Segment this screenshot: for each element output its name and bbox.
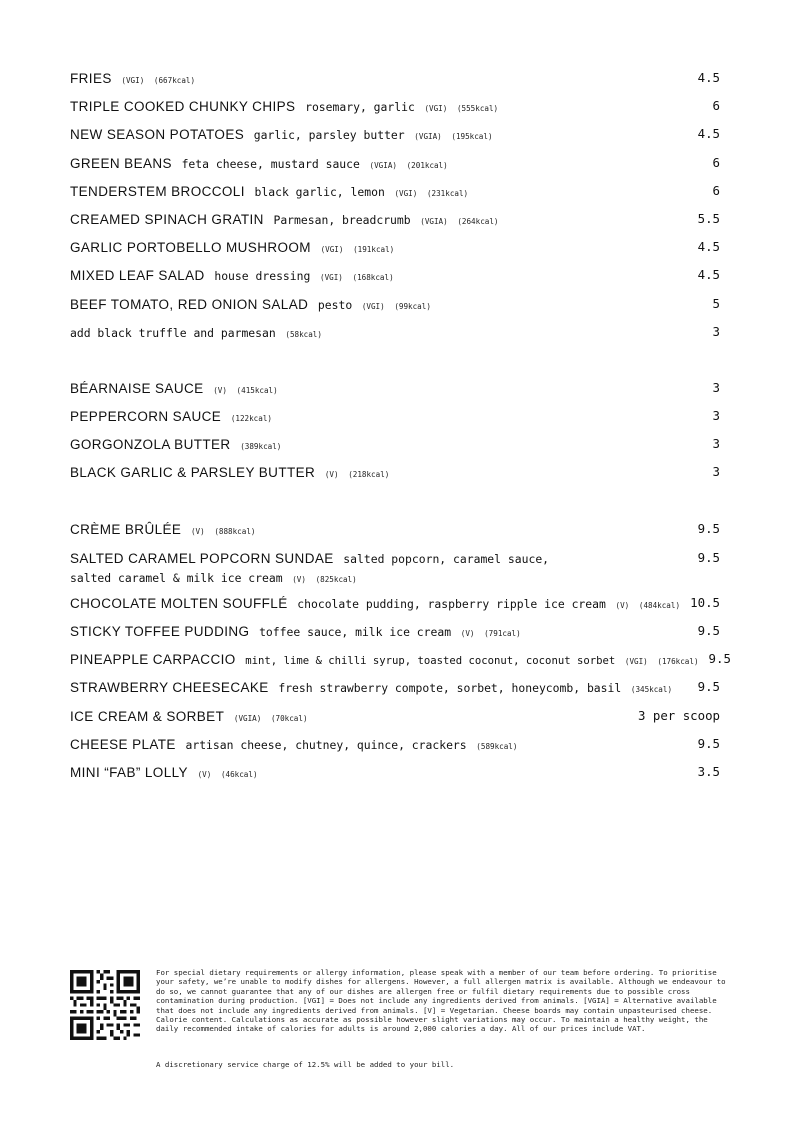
item-price: 3 bbox=[712, 408, 720, 424]
menu-item bbox=[70, 617, 720, 645]
item-kcal: (555kcal) bbox=[456, 104, 499, 114]
item-kcal: (218kcal) bbox=[348, 470, 390, 480]
item-desc-line2: salted caramel & milk ice cream bbox=[70, 570, 283, 585]
item-desc: house dressing bbox=[214, 269, 311, 284]
item-kcal: (70kcal) bbox=[270, 713, 308, 723]
menu bbox=[70, 64, 731, 786]
item-price: 10.5 bbox=[690, 594, 720, 610]
item-desc: Parmesan, breadcrumb bbox=[273, 212, 411, 227]
item-tags: (VGI) bbox=[424, 104, 448, 114]
item-desc: chocolate pudding, raspberry ripple ice cream bbox=[297, 596, 606, 611]
item-kcal: (825kcal) bbox=[315, 574, 357, 584]
item-tags: (VGIA) bbox=[420, 216, 448, 226]
menu-item bbox=[70, 673, 720, 701]
menu-item bbox=[70, 233, 720, 261]
item-kcal: (46kcal) bbox=[220, 769, 258, 779]
item-name: MINI “FAB” LOLLY bbox=[70, 764, 188, 780]
menu-item bbox=[70, 205, 720, 233]
item-kcal: (195kcal) bbox=[451, 132, 493, 142]
item-desc: garlic, parsley butter bbox=[253, 128, 405, 143]
menu-item bbox=[70, 120, 720, 148]
item-desc-line2-row bbox=[70, 568, 688, 589]
item-tags: (V) bbox=[213, 385, 227, 395]
item-kcal: (389kcal) bbox=[240, 442, 282, 452]
item-name: PINEAPPLE CARPACCIO bbox=[70, 652, 236, 668]
item-desc: artisan cheese, chutney, quince, crackers bbox=[185, 737, 467, 752]
item-price: 6 bbox=[712, 98, 720, 114]
item-price: 3 bbox=[712, 436, 720, 452]
item-name: SALTED CARAMEL POPCORN SUNDAE bbox=[70, 550, 334, 566]
item-tags: (VGI) bbox=[394, 188, 418, 198]
item-desc: feta cheese, mustard sauce bbox=[181, 156, 360, 171]
menu-item-addon bbox=[70, 318, 720, 346]
item-name: TRIPLE COOKED CHUNKY CHIPS bbox=[70, 99, 296, 115]
item-kcal: (201kcal) bbox=[406, 160, 448, 170]
item-name: NEW SEASON POTATOES bbox=[70, 127, 245, 143]
item-kcal: (791cal) bbox=[484, 629, 521, 638]
item-kcal: (667kcal) bbox=[153, 76, 196, 85]
item-kcal: (191kcal) bbox=[353, 245, 395, 255]
item-desc: add black truffle and parmesan bbox=[70, 325, 276, 340]
item-tags: (VGIA) bbox=[233, 713, 262, 723]
item-name: GORGONZOLA BUTTER bbox=[70, 437, 231, 453]
item-desc: toffee sauce, milk ice cream bbox=[259, 625, 452, 639]
item-kcal: (484kcal) bbox=[638, 600, 681, 610]
item-price: 4.5 bbox=[697, 70, 720, 85]
item-kcal: (168kcal) bbox=[352, 273, 394, 283]
menu-item bbox=[70, 645, 731, 673]
item-tags: (V) bbox=[324, 470, 339, 480]
item-kcal: (176kcal) bbox=[657, 657, 699, 667]
allergen-note: For special dietary requirements or allergy information, please speak with a member of our team before ordering. To prioritise your safety, we’re unable to modify dishes for allergens. However, a full allergen matrix is available. Although we endeavour to do so, we cannot guarantee that any of our dishes are allergen free or fulfil dietary requirements due to possible cross contamination during production. [VGI] = Does not include any ingredients derived from animals. [VGIA] = Alternative available that does not include any ingredients derived from animals. [V] = Vegetarian. Cheese boards may contain unpasteurised cheese. Calorie content. Calculations as accurate as possible however slight variations may occur. To maintain a healthy weight, the daily recommended intake of calories for adults is around 2,000 calories a day. All of our prices include VAT. bbox=[156, 968, 726, 1034]
item-kcal: (231kcal) bbox=[426, 188, 469, 198]
menu-item bbox=[70, 458, 720, 486]
item-price: 5 bbox=[712, 295, 720, 311]
item-kcal: (122kcal) bbox=[230, 414, 272, 424]
item-tags: (VGIA) bbox=[369, 160, 397, 170]
item-tags: (VGI) bbox=[320, 273, 343, 283]
menu-item bbox=[70, 515, 720, 543]
sides-section bbox=[70, 64, 720, 346]
item-name: CRÈME BRÛLÉE bbox=[70, 521, 182, 537]
item-desc: salted popcorn, caramel sauce, bbox=[343, 551, 550, 566]
item-name: MIXED LEAF SALAD bbox=[70, 268, 205, 284]
item-name: STRAWBERRY CHEESECAKE bbox=[70, 680, 269, 696]
item-kcal: (264kcal) bbox=[457, 216, 499, 226]
item-name: ICE CREAM & SORBET bbox=[70, 708, 225, 724]
desserts-section bbox=[70, 515, 731, 787]
item-desc: rosemary, garlic bbox=[305, 100, 415, 115]
item-price: 4.5 bbox=[697, 126, 720, 142]
item-desc: black garlic, lemon bbox=[254, 184, 385, 199]
item-price: 3 bbox=[712, 323, 720, 339]
item-kcal: (888kcal) bbox=[214, 526, 256, 536]
item-name: BEEF TOMATO, RED ONION SALAD bbox=[70, 296, 309, 312]
menu-item bbox=[70, 589, 720, 617]
menu-item bbox=[70, 149, 720, 177]
menu-item bbox=[70, 702, 720, 730]
item-tags: (VGIA) bbox=[414, 132, 442, 142]
sauces-section bbox=[70, 374, 720, 487]
item-tags: (VGI) bbox=[624, 657, 648, 667]
item-tags: (V) bbox=[190, 526, 205, 536]
item-name: BÉARNAISE SAUCE bbox=[70, 380, 204, 396]
item-name: GREEN BEANS bbox=[70, 155, 172, 171]
item-name: CREAMED SPINACH GRATIN bbox=[70, 211, 264, 227]
item-name: TENDERSTEM BROCCOLI bbox=[70, 183, 245, 199]
item-tags: (VGI) bbox=[361, 301, 385, 311]
item-price: 6 bbox=[712, 154, 720, 170]
item-price: 6 bbox=[712, 182, 720, 198]
item-kcal: (345kcal) bbox=[630, 685, 673, 695]
item-tags: (V) bbox=[615, 600, 630, 610]
menu-item bbox=[70, 430, 720, 458]
item-name: CHOCOLATE MOLTEN SOUFFLÉ bbox=[70, 595, 288, 611]
menu-item bbox=[70, 758, 720, 786]
menu-item bbox=[70, 261, 720, 289]
item-kcal: (99kcal) bbox=[394, 301, 431, 311]
item-price: 5.5 bbox=[697, 210, 720, 226]
item-price: 9.5 bbox=[708, 651, 731, 667]
menu-item bbox=[70, 92, 720, 120]
item-desc: mint, lime & chilli syrup, toasted coconut, coconut sorbet bbox=[245, 655, 616, 668]
qr-code-graphic bbox=[70, 970, 140, 1040]
qr-code-icon[interactable] bbox=[70, 970, 140, 1040]
item-price: 3.5 bbox=[697, 763, 720, 779]
item-tags: (V) bbox=[197, 769, 212, 779]
menu-item bbox=[70, 543, 720, 589]
service-charge-note: A discretionary service charge of 12.5% will be added to your bill. bbox=[156, 1060, 455, 1069]
item-desc: fresh strawberry compote, sorbet, honeycomb, basil bbox=[278, 681, 622, 696]
item-price: 9.5 bbox=[697, 679, 720, 695]
item-name: STICKY TOFFEE PUDDING bbox=[70, 624, 250, 639]
item-price: 9.5 bbox=[697, 520, 720, 536]
item-price: 4.5 bbox=[697, 267, 720, 283]
menu-item bbox=[70, 290, 720, 318]
menu-item bbox=[70, 64, 720, 92]
item-price: 9.5 bbox=[697, 623, 720, 638]
menu-item bbox=[70, 374, 720, 402]
item-kcal: (415kcal) bbox=[236, 385, 278, 395]
item-name: GARLIC PORTOBELLO MUSHROOM bbox=[70, 240, 311, 256]
item-kcal: (589kcal) bbox=[476, 741, 518, 751]
item-price: 3 bbox=[712, 464, 720, 480]
item-name: PEPPERCORN SAUCE bbox=[70, 409, 222, 425]
item-price: 9.5 bbox=[697, 549, 720, 565]
item-price: 4.5 bbox=[697, 239, 720, 255]
item-tags: (VGI) bbox=[320, 245, 344, 255]
item-tags: (VGI) bbox=[121, 76, 145, 85]
item-tags: (V) bbox=[460, 629, 475, 638]
menu-item bbox=[70, 177, 720, 205]
item-name: BLACK GARLIC & PARSLEY BUTTER bbox=[70, 465, 316, 481]
item-tags: (V) bbox=[292, 574, 306, 584]
item-name: CHEESE PLATE bbox=[70, 736, 176, 752]
footer bbox=[70, 968, 730, 1078]
menu-item bbox=[70, 402, 720, 430]
item-name: FRIES bbox=[70, 71, 112, 86]
item-price: 9.5 bbox=[697, 735, 720, 751]
menu-item bbox=[70, 730, 720, 758]
item-price: 3 per scoop bbox=[637, 707, 720, 723]
item-desc: pesto bbox=[317, 297, 353, 312]
item-kcal: (58kcal) bbox=[285, 329, 322, 339]
item-price: 3 bbox=[712, 379, 720, 395]
